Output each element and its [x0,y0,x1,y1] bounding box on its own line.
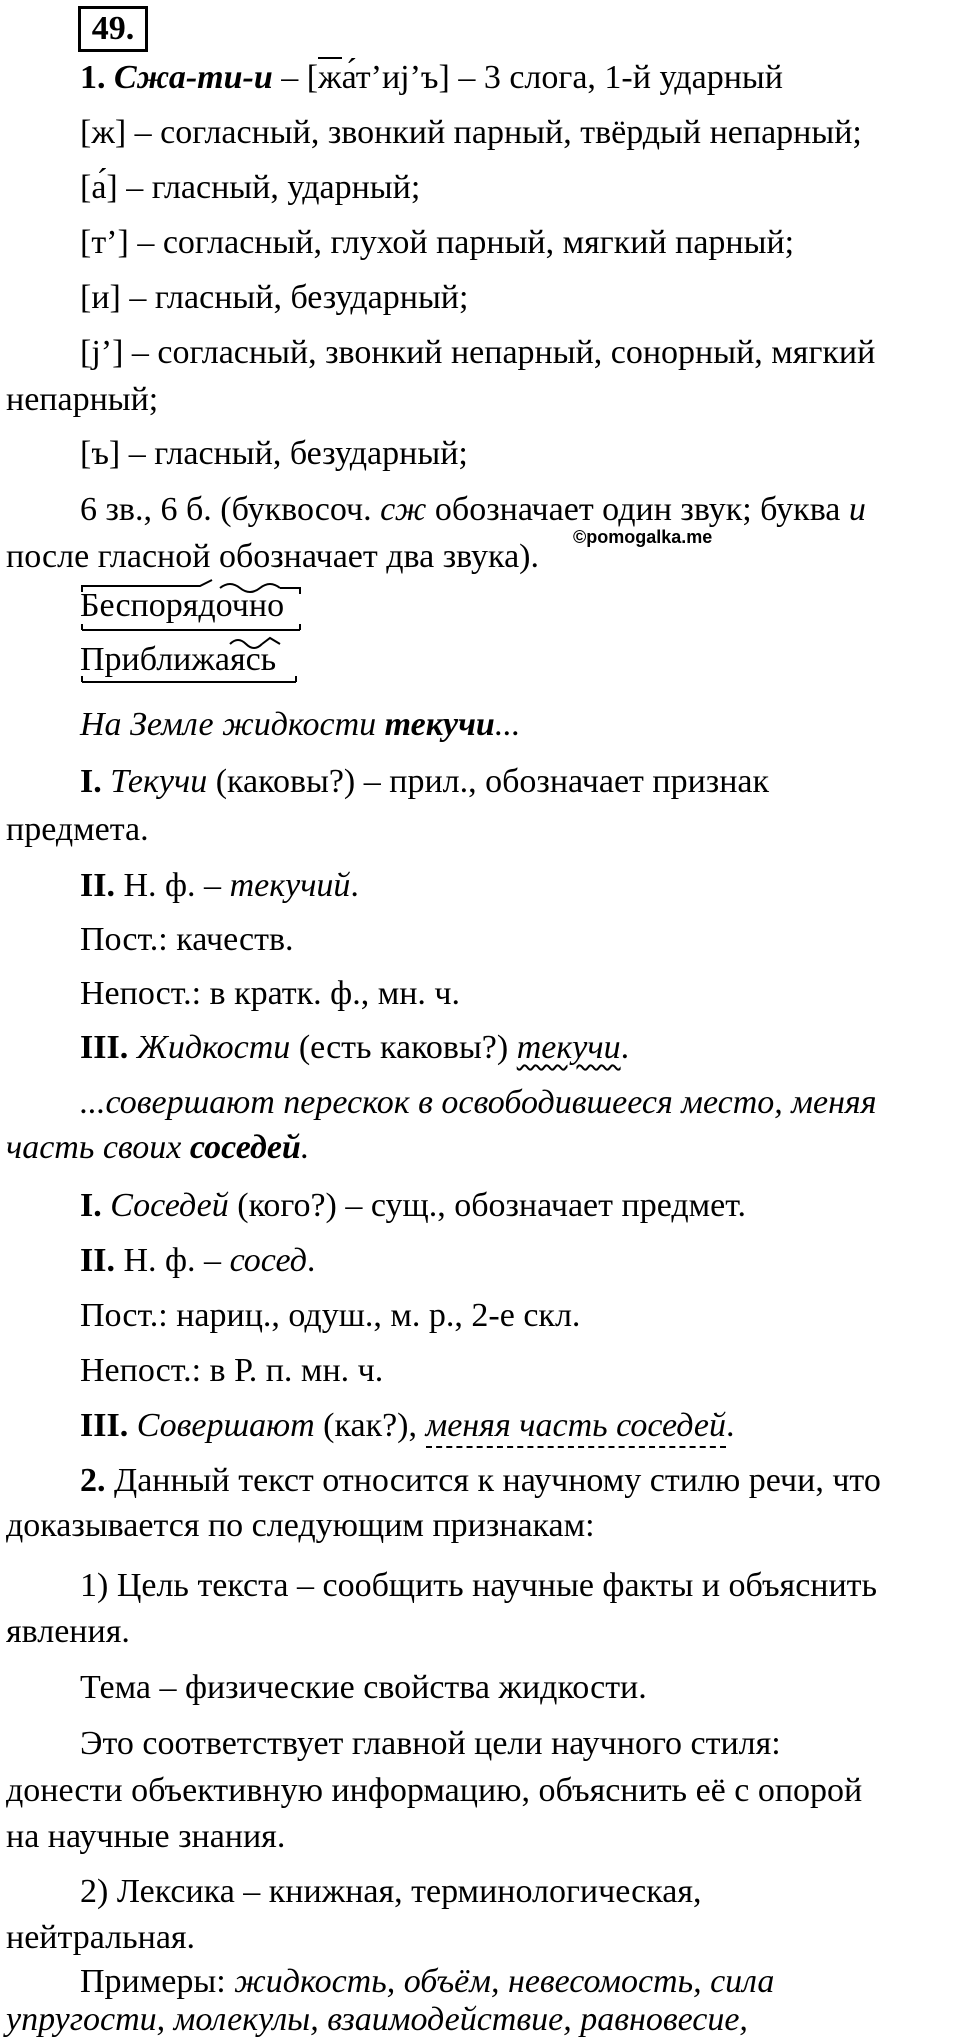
text: . [306,1242,316,1279]
predicate-underlined: текучи [516,1029,621,1066]
morph-word-1 [80,578,310,636]
italic-word: Совершают [136,1407,315,1444]
analysis2-sentence-2 [6,1128,309,1168]
italic-examples: жидкость, объём, невесомость, сила [234,1963,775,2000]
part2-corr-2: донести объективную информацию, объяснить её с опорой [6,1772,863,1809]
sentence-text: . [300,1129,310,1166]
transcription-char: ж [318,59,342,96]
text: Примеры: [80,1963,235,2000]
morph-word-2 [80,636,310,686]
summary-line-1 [80,490,866,530]
part2-examples-2: упругости, молекулы, взаимодействие, равновесие, [6,2001,748,2038]
roman-ii: II. [80,1242,115,1279]
roman-ii: II. [80,867,115,904]
part2-theme: Тема – физические свойства жидкости. [80,1669,647,1706]
part2-point2-1: 2) Лексика – книжная, терминологическая, [80,1873,702,1910]
text: . [350,867,359,904]
analysis1-iii [80,1028,629,1068]
analysis2-nepost: Непост.: в Р. п. мн. ч. [80,1352,384,1389]
italic-word: сосед [229,1242,307,1279]
sound-line: [ж] – согласный, звонкий парный, твёрдый непарный; [80,114,862,151]
sound-line: [и] – гласный, безударный; [80,279,469,316]
analysis2-i [80,1186,746,1226]
summary-italic: сж [380,491,427,528]
adverbial-underlined: меняя часть соседей [426,1407,726,1448]
summary-text: 6 зв., 6 б. (буквосоч. [80,491,381,528]
sound-line: [ъ] – гласный, безударный; [80,435,468,472]
analysis2-ii [80,1241,315,1281]
sound-line: [а́] – гласный, ударный; [80,169,421,206]
part1-number: 1. [80,59,106,96]
analysis1-i-cont: предмета. [6,811,149,848]
part1-heading [80,58,783,98]
analysis1-sentence [80,705,520,745]
italic-word: Соседей [110,1187,229,1224]
text: . [725,1407,735,1444]
italic-word: Текучи [110,763,208,800]
roman-i: I. [80,763,102,800]
sound-line: [j’] – согласный, звонкий непарный, сонорный, мягкий [80,334,876,371]
sentence-text: На Земле жидкости [80,706,385,743]
italic-word: текучий [229,867,351,904]
part2-point1-1: 1) Цель текста – сообщить научные факты и объяснить [80,1567,878,1604]
text: . [620,1029,630,1066]
text: Данный текст относится к научному стилю речи, что [105,1462,881,1499]
transcription-pre: – [ [272,59,319,96]
part2-intro-1 [80,1461,881,1501]
analysis1-post: Пост.: качеств. [80,921,294,958]
text: (кого?) – сущ., обозначает предмет. [228,1187,747,1224]
summary-text: обозначает один звук; буква [426,491,849,528]
part2-point1-2: явления. [6,1613,130,1650]
italic-word: Жидкости [136,1029,291,1066]
morph-word-text: Приближаясь [80,641,277,678]
sound-line-cont: непарный; [6,381,159,418]
sound-line: [т’] – согласный, глухой парный, мягкий парный; [80,224,795,261]
analysis1-ii [80,866,359,906]
sentence-bold: текучи [384,706,495,743]
analysis2-iii [80,1406,734,1446]
text: (каковы?) – прил., обозначает признак [207,763,770,800]
text: Н. ф. – [114,1242,230,1279]
part2-examples-1 [80,1962,774,2002]
summary-line-2: после гласной обозначает два звука). [6,538,539,575]
roman-iii: III. [80,1029,129,1066]
sentence-bold: соседей [189,1129,301,1166]
text: (есть каковы?) [290,1029,517,1066]
analysis2-post: Пост.: нариц., одуш., м. р., 2-е скл. [80,1297,581,1334]
part2-intro-2: доказывается по следующим признакам: [6,1507,595,1544]
watermark: ©pomogalka.me [573,527,713,547]
sentence-text: ... [494,706,521,743]
text: Н. ф. – [114,867,230,904]
part2-corr-3: на научные знания. [6,1818,286,1855]
morph-word-text: Беспорядочно [80,587,285,624]
exercise-number: 49. [78,6,148,52]
part2-number: 2. [80,1462,106,1499]
roman-i: I. [80,1187,102,1224]
transcription-rest: а́т’иj’ъ] – 3 слога, 1-й ударный [341,59,783,96]
part2-point2-2: нейтральная. [6,1919,196,1956]
analysis2-sentence-1: ...совершают перескок в освободившееся место, меняя [80,1084,877,1121]
text: (как?), [314,1407,426,1444]
sentence-text: часть своих [6,1129,190,1166]
part1-word: Сжа-ти-и [114,59,273,96]
roman-iii: III. [80,1407,129,1444]
analysis1-nepost: Непост.: в кратк. ф., мн. ч. [80,975,461,1012]
part2-corr-1: Это соответствует главной цели научного стиля: [80,1725,781,1762]
summary-italic: и [848,491,866,528]
analysis1-i [80,762,769,802]
